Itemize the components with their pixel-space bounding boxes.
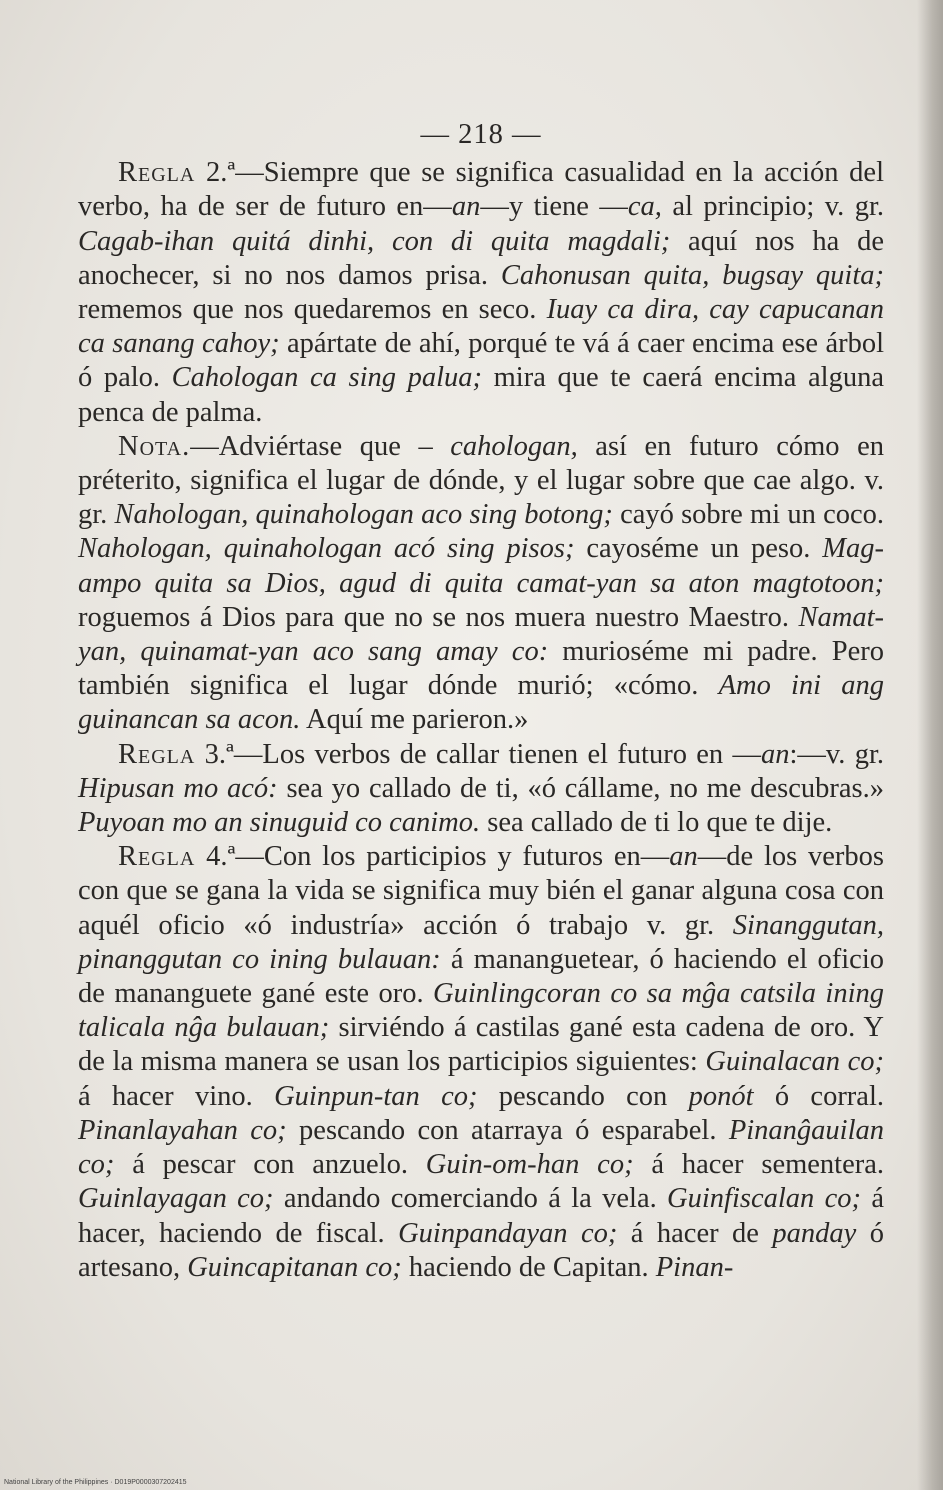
paragraph-regla-4: Regla 4.ª—Con los participios y futuros en—an—de los verbos con que se gana la vida se significa muy bién el ganar alguna cosa con aquél oficio «ó industría» acción ó trabajo v. gr. Sinanggutan, pinanggutan co ining bulauan: á mananguetear, ó haciendo el oficio de mananguete gané este oro. Guinlingcoran co sa mĝa catsila ining talicala nĝa bulauan; sirviéndo á castilas gané esta cadena de oro. Y de la misma manera se usan los participios siguientes: Guinalacan co; á hacer vino. Guinpun-tan co; pescando con ponót ó corral. Pinanlayahan co; pescando con atarraya ó esparabel. Pinanĝauilan co; á pescar con anzuelo. Guin-om-han co; á hacer sementera. Guinlayagan co; andando comerciando á la vela. Guinfiscalan co; á hacer, haciendo de fiscal. Guinpandayan co; á hacer de panday ó artesano, Guincapitanan co; haciendo de Capitan. Pinan- [78, 841, 885, 1283]
paragraph-regla-2: Regla 2.ª—Siempre que se significa casualidad en la acción del verbo, ha de ser de futuro en—an—y tiene —ca, al principio; v. gr. Cagab-ihan quitá dinhi, con di quita magdali; aquí nos ha de anochecer, si no nos damos prisa. Cahonusan quita, bugsay quita; rememos que nos quedaremos en seco. Iuay ca dira, cay capucanan ca sanang cahoy; apártate de ahí, porqué te vá á caer encima ese árbol ó palo. Cahologan ca sing palua; mira que te caerá encima alguna penca de palma. [78, 157, 885, 428]
page-text [78, 118, 884, 1285]
library-footer: National Library of the Philippines · D019P0000307202415 [4, 1479, 187, 1486]
paragraph-regla-3: Regla 3.ª—Los verbos de callar tienen el futuro en —an:—v. gr. Hipusan mo acó: sea yo callado de ti, «ó cállame, no me descubras.» Puyoan mo an sinuguid co canimo. sea callado de ti lo que te dije. [78, 738, 885, 839]
paragraph-nota: Nota.—Adviértase que – cahologan, así en futuro cómo en préterito, significa el lugar de dónde, y el lugar sobre que cae algo. v. gr. Nahologan, quinahologan aco sing botong; cayó sobre mi un coco. Nahologan, quinahologan acó sing pisos; cayoséme un peso. Mag-ampo quita sa Dios, agud di quita camat-yan sa aton magtotoon; roguemos á Dios para que no se nos muera nuestro Maestro. Namat-yan, quinamat-yan aco sang amay co: murioséme mi padre. Pero también significa el lugar dónde murió; «cómo. Amo ini ang guinancan sa acon. Aquí me parieron.» [78, 430, 885, 736]
page-edge-shadow [917, 0, 943, 1490]
page-number: — 218 — [420, 119, 542, 150]
